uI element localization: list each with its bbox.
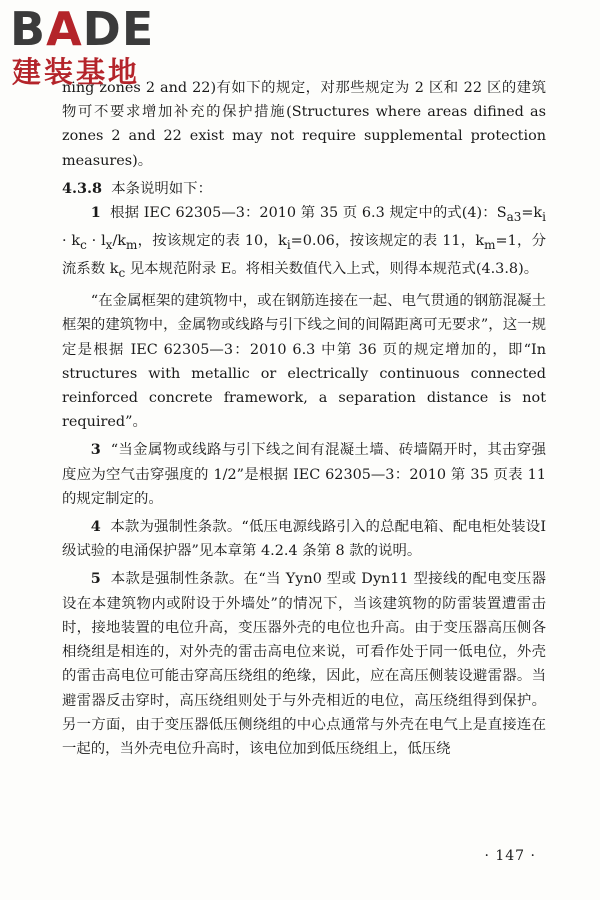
item-4-number: 4 [90,518,101,536]
document-page [62,76,546,761]
logo-letters-de: DE [82,2,155,56]
item-3-paragraph: 3 “当金属物或线路与引下线之间有混凝土墙、砖墙隔开时，其击穿强度应为空气击穿强度的 1/2”是根据 IEC 62305—3：2010 第 35 页表 11 的规定制定的。 [62,441,547,507]
logo-subtitle: 建装基地 [12,55,141,89]
item-2-paragraph: “在金属框架的建筑物中，或在钢筋连接在一起、电气贯通的钢筋混凝土框架的建筑物中，金属物或线路与引下线之间的间隔距离可无要求”，这一规定是根据 IEC 62305—3：2010 6.3 中第 36 页的规定增加的，即“In structures with metallic or electrically continuous connected reinforced concrete framework, a separation distance is not required”。 [62,293,546,431]
item-5-paragraph: 5 本款是强制性条款。在“当 Yyn0 型或 Dyn11 型接线的配电变压器设在本建筑物内或附设于外墙处”的情况下，当该建筑物的防雷装置遭雷击时，接地装置的电位升高，变压器外壳的电位也升高。由于变压器高压侧各相绕组是相连的，对外壳的雷击高电位来说，可看作处于同一低电位，外壳的雷击高电位可能击穿高压绕组的绝缘，因此，应在高压侧装设避雷器。当避雷器反击穿时，高压绕组则处于与外壳相近的电位，高压绕组得到保护。另一方面，由于变压器低压侧绕组的中心点通常与外壳在电气上是直接连在一起的，当外壳电位升高时，该电位加到低压绕组上，低压绕 [62,570,546,757]
item-4-paragraph: 4 本款为强制性条款。“低压电源线路引入的总配电箱、配电柜处装设Ⅰ级试验的电涌保护器”见本章第 4.2.4 条第 8 款的说明。 [62,518,547,560]
section-intro: 本条说明如下： [111,180,212,197]
continuation-paragraph: ning zones 2 and 22)有如下的规定，对那些规定为 2 区和 22 区的建筑物可不要求增加补充的保护措施(Structures where areas difined as zones 2 and 22 exist may not require supplemental protection measures)。 [62,80,546,169]
item-3-number: 3 [90,441,101,459]
section-heading [62,177,546,201]
item-1-number: 1 [90,204,101,222]
item-1-paragraph: 1 根据 IEC 62305—3：2010 第 35 页 6.3 规定中的式(4)：$S_{a3}=k_i \cdot k_c \cdot l_x/k_m$，按该规定的表 10，$k_i=0.06$，按该规定的表 11，$k_m=1$，分流系数 $k_c$ 见本规范附录 E。将相关数值代入上式，则得本规范式(4.3.8)。 [62,204,547,281]
item-5-number: 5 [90,570,101,588]
logo-wordmark [10,2,155,56]
logo-letter-b: B [10,2,47,56]
bade-logo [10,2,180,90]
logo-letter-a: A [46,2,83,56]
page-number: · 147 · [484,848,536,864]
section-number: 4.3.8 [62,179,103,197]
